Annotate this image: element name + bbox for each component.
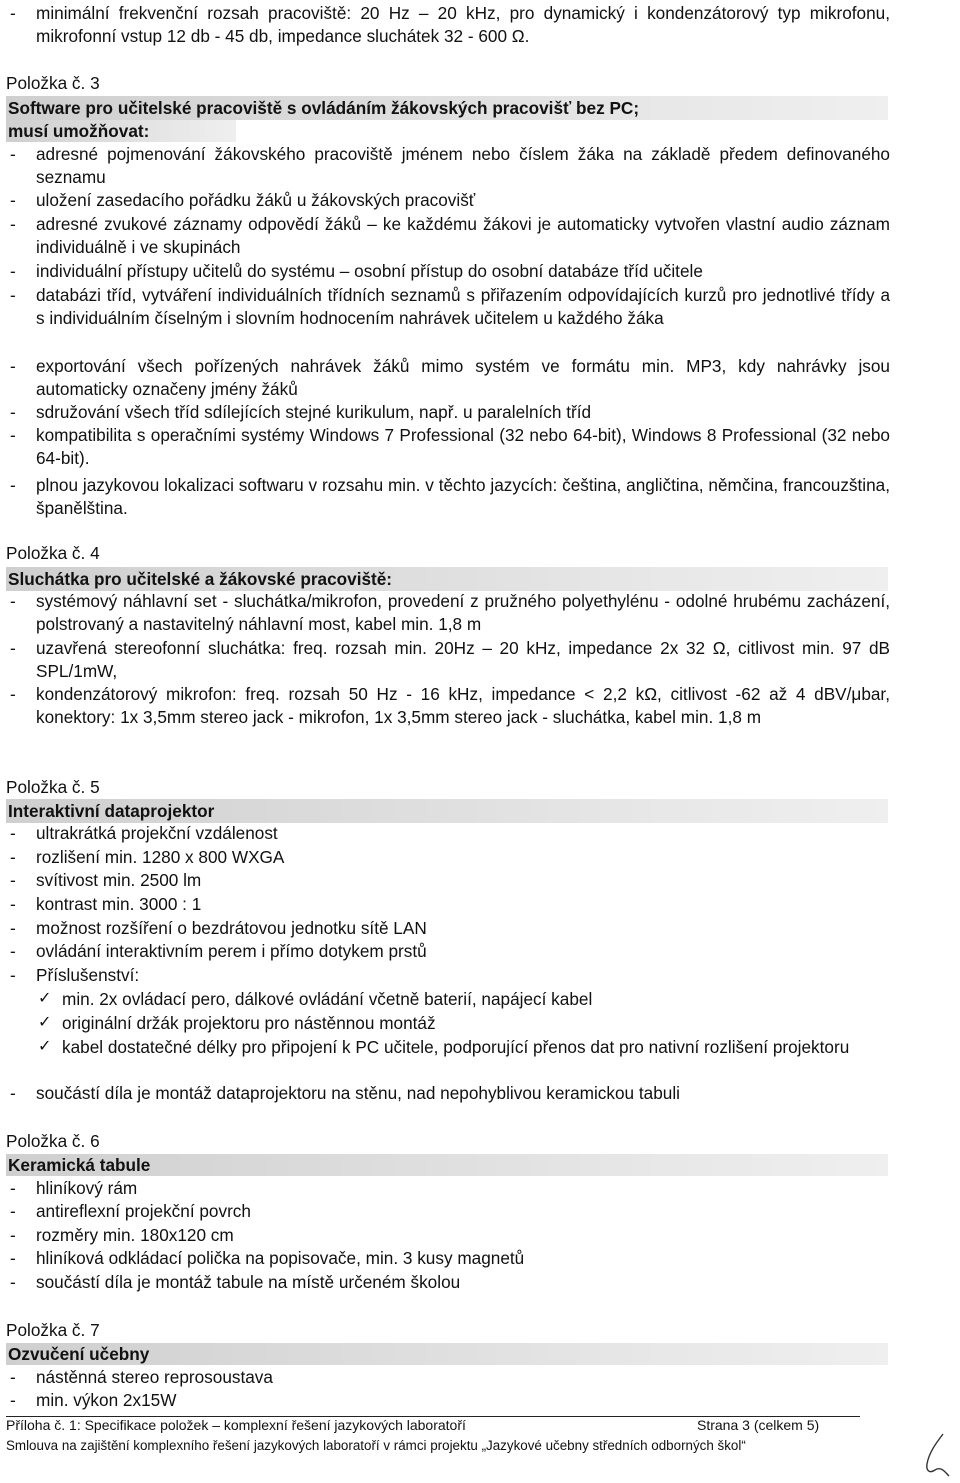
bullet-dash: - xyxy=(10,918,16,938)
bullet-dash: - xyxy=(10,1178,16,1198)
section-heading-continued xyxy=(6,120,236,142)
list-item xyxy=(10,474,890,519)
section-heading xyxy=(6,1154,888,1176)
bullet-dash: - xyxy=(10,1367,16,1387)
bullet-dash: - xyxy=(10,965,16,985)
list-item-text: svítivost min. 2500 lm xyxy=(36,870,202,890)
bullet-dash: - xyxy=(10,475,16,495)
list-item xyxy=(10,260,890,283)
bullet-dash: - xyxy=(10,591,16,611)
section-heading xyxy=(6,799,888,823)
section-heading-text: Keramická tabule xyxy=(8,1155,151,1175)
item-label: Položka č. 3 xyxy=(6,73,100,93)
list-item-text: kompatibilita s operačními systémy Windows 7 Professional (32 nebo 64-bit), Windows 8 Professional (32 nebo 64-bit). xyxy=(36,425,890,468)
list-item-text: kondenzátorový mikrofon: freq. rozsah 50 Hz - 16 kHz, impedance < 2,2 kΩ, citlivost -62 až 4 dBV/μbar, konektory: 1x 3,5mm stereo jack - mikrofon, 1x 3,5mm stereo jack - sluchátka, kabel min. 1,8 m xyxy=(36,684,890,727)
section-heading-text: Software pro učitelské pracoviště s ovládáním žákovských pracovišť bez PC; xyxy=(8,98,640,118)
bullet-dash: - xyxy=(10,1225,16,1245)
bullet-dash: - xyxy=(10,1272,16,1292)
list-item xyxy=(10,917,890,940)
list-item xyxy=(10,284,890,329)
bullet-dash: - xyxy=(10,638,16,658)
list-item xyxy=(10,964,890,987)
bullet-dash: - xyxy=(10,261,16,281)
item-label: Položka č. 4 xyxy=(6,543,100,563)
list-item-text: ovládání interaktivním perem i přímo dotykem prstů xyxy=(36,941,427,961)
checkmark-icon: ✓ xyxy=(38,1038,52,1055)
bullet-dash: - xyxy=(10,285,16,305)
list-item xyxy=(10,822,890,845)
section-heading xyxy=(6,1343,888,1365)
accessory-item-text: kabel dostatečné délky pro připojení k PC učitele, podporující přenos dat pro nativní rozlišení projektoru xyxy=(62,1037,850,1057)
section-heading-text: Ozvučení učebny xyxy=(8,1344,150,1364)
list-item xyxy=(10,940,890,963)
section-heading xyxy=(6,96,888,120)
bullet-dash: - xyxy=(10,1390,16,1410)
accessory-item-text: min. 2x ovládací pero, dálkové ovládání včetně baterií, napájecí kabel xyxy=(62,989,593,1009)
list-item xyxy=(10,1271,890,1294)
bullet-dash: - xyxy=(10,425,16,445)
section-heading xyxy=(6,567,888,591)
bullet-dash: - xyxy=(10,823,16,843)
list-item-text: hliníková odkládací polička na popisovače, min. 3 kusy magnetů xyxy=(36,1248,525,1268)
bullet-dash: - xyxy=(10,684,16,704)
list-item-text: nástěnná stereo reprosoustava xyxy=(36,1367,273,1387)
list-item xyxy=(10,1177,890,1200)
list-item-text: min. výkon 2x15W xyxy=(36,1390,177,1410)
item-label: Položka č. 6 xyxy=(6,1131,100,1151)
item-label: Položka č. 5 xyxy=(6,777,100,797)
bullet-dash: - xyxy=(10,1201,16,1221)
list-item xyxy=(10,189,890,212)
list-item xyxy=(10,637,890,682)
checkmark-icon: ✓ xyxy=(38,990,52,1007)
list-item-text: kontrast min. 3000 : 1 xyxy=(36,894,202,914)
bullet-dash: - xyxy=(10,144,16,164)
list-item-text: rozměry min. 180x120 cm xyxy=(36,1225,234,1245)
list-item-text: adresné zvukové záznamy odpovědí žáků – ke každému žákovi je automaticky vytvořen vlastní audio záznam individuálně i ve skupinách xyxy=(36,214,890,257)
list-item xyxy=(10,1200,890,1223)
checkmark-icon: ✓ xyxy=(38,1014,52,1031)
accessory-item xyxy=(36,1012,890,1035)
item-label: Položka č. 7 xyxy=(6,1320,100,1340)
list-item-text: rozlišení min. 1280 x 800 WXGA xyxy=(36,847,285,867)
list-item-text: uzavřená stereofonní sluchátka: freq. rozsah min. 20Hz – 20 kHz, impedance 2x 32 Ω, citlivost min. 97 dB SPL/1mW, xyxy=(36,638,890,681)
list-item-text: sdružování všech tříd sdílejících stejné kurikulum, např. u paralelních tříd xyxy=(36,402,592,422)
list-item xyxy=(10,2,890,47)
footer-contract-title: Smlouva na zajištění komplexního řešení jazykových laboratoří v rámci projektu „Jazykové učebny středních odborných škol“ xyxy=(6,1438,746,1453)
bullet-dash: - xyxy=(10,356,16,376)
list-item-text: adresné pojmenování žákovského pracoviště jménem nebo číslem žáka na základě předem definovaného seznamu xyxy=(36,144,890,187)
list-item xyxy=(10,846,890,869)
list-item-text: antireflexní projekční povrch xyxy=(36,1201,251,1221)
list-item xyxy=(10,683,890,728)
section-heading-text: Interaktivní dataprojektor xyxy=(8,801,215,821)
list-item-text: individuální přístupy učitelů do systému – osobní přístup do osobní databáze tříd učitele xyxy=(36,261,703,281)
list-item-text: uložení zasedacího pořádku žáků u žákovských pracovišť xyxy=(36,190,476,210)
bullet-dash: - xyxy=(10,214,16,234)
bullet-dash: - xyxy=(10,402,16,422)
list-item xyxy=(10,869,890,892)
bullet-dash: - xyxy=(10,1248,16,1268)
list-item-text: plnou jazykovou lokalizaci softwaru v rozsahu min. v těchto jazycích: čeština, angličtina, němčina, francouzština, španělština. xyxy=(36,475,890,518)
list-item-text: hliníkový rám xyxy=(36,1178,138,1198)
list-item xyxy=(10,1224,890,1247)
footer-page-number: Strana 3 (celkem 5) xyxy=(697,1417,820,1433)
list-item xyxy=(10,401,890,424)
footer-attachment-title: Příloha č. 1: Specifikace položek – komplexní řešení jazykových laboratoří xyxy=(6,1417,466,1433)
list-item-text: exportování všech pořízených nahrávek žáků mimo systém ve formátu min. MP3, kdy nahrávky jsou automaticky označeny jmény žáků xyxy=(36,356,890,399)
accessory-item-text: originální držák projektoru pro nástěnnou montáž xyxy=(62,1013,436,1033)
bullet-dash: - xyxy=(10,870,16,890)
list-item xyxy=(10,1247,890,1270)
bullet-dash: - xyxy=(10,1083,16,1103)
bullet-dash: - xyxy=(10,190,16,210)
bullet-dash: - xyxy=(10,847,16,867)
section-heading-text: musí umožňovat: xyxy=(8,121,150,141)
list-item xyxy=(10,143,890,188)
accessory-item xyxy=(36,1036,890,1059)
list-item xyxy=(10,213,890,258)
list-item-text: systémový náhlavní set - sluchátka/mikrofon, provedení z pružného polyethylénu - odolné hrubému zacházení, polstrovaný a nastavitelný náhlavní most, kabel min. 1,8 m xyxy=(36,591,890,634)
list-item-text: ultrakrátká projekční vzdálenost xyxy=(36,823,278,843)
list-item-text: Příslušenství: xyxy=(36,965,140,985)
list-item-text: možnost rozšíření o bezdrátovou jednotku sítě LAN xyxy=(36,918,427,938)
bullet-dash: - xyxy=(10,894,16,914)
list-item-text: součástí díla je montáž dataprojektoru na stěnu, nad nepohyblivou keramickou tabuli xyxy=(36,1083,680,1103)
list-item xyxy=(10,355,890,400)
list-item-text: databázi tříd, vytváření individuálních třídních seznamů s přiřazením odpovídajících kurzů pro jednotlivé třídy a s individuálním číselným i slovním hodnocením nahrávek učitelem u každého žáka xyxy=(36,285,890,328)
accessory-item xyxy=(36,988,890,1011)
list-item xyxy=(10,424,890,469)
list-item xyxy=(10,1389,890,1412)
list-item-text: součástí díla je montáž tabule na místě určeném školou xyxy=(36,1272,461,1292)
bullet-dash: - xyxy=(10,3,16,23)
handwritten-initial-mark xyxy=(915,1430,955,1480)
bullet-dash: - xyxy=(10,941,16,961)
list-item xyxy=(10,1366,890,1389)
list-item xyxy=(10,1082,890,1105)
list-item-text: minimální frekvenční rozsah pracoviště: 20 Hz – 20 kHz, pro dynamický i kondenzátorový typ mikrofonu, mikrofonní vstup 12 db - 45 db, impedance sluchátek 32 - 600 Ω. xyxy=(36,3,890,46)
list-item xyxy=(10,893,890,916)
list-item xyxy=(10,590,890,635)
section-heading-text: Sluchátka pro učitelské a žákovské pracoviště: xyxy=(8,569,393,589)
